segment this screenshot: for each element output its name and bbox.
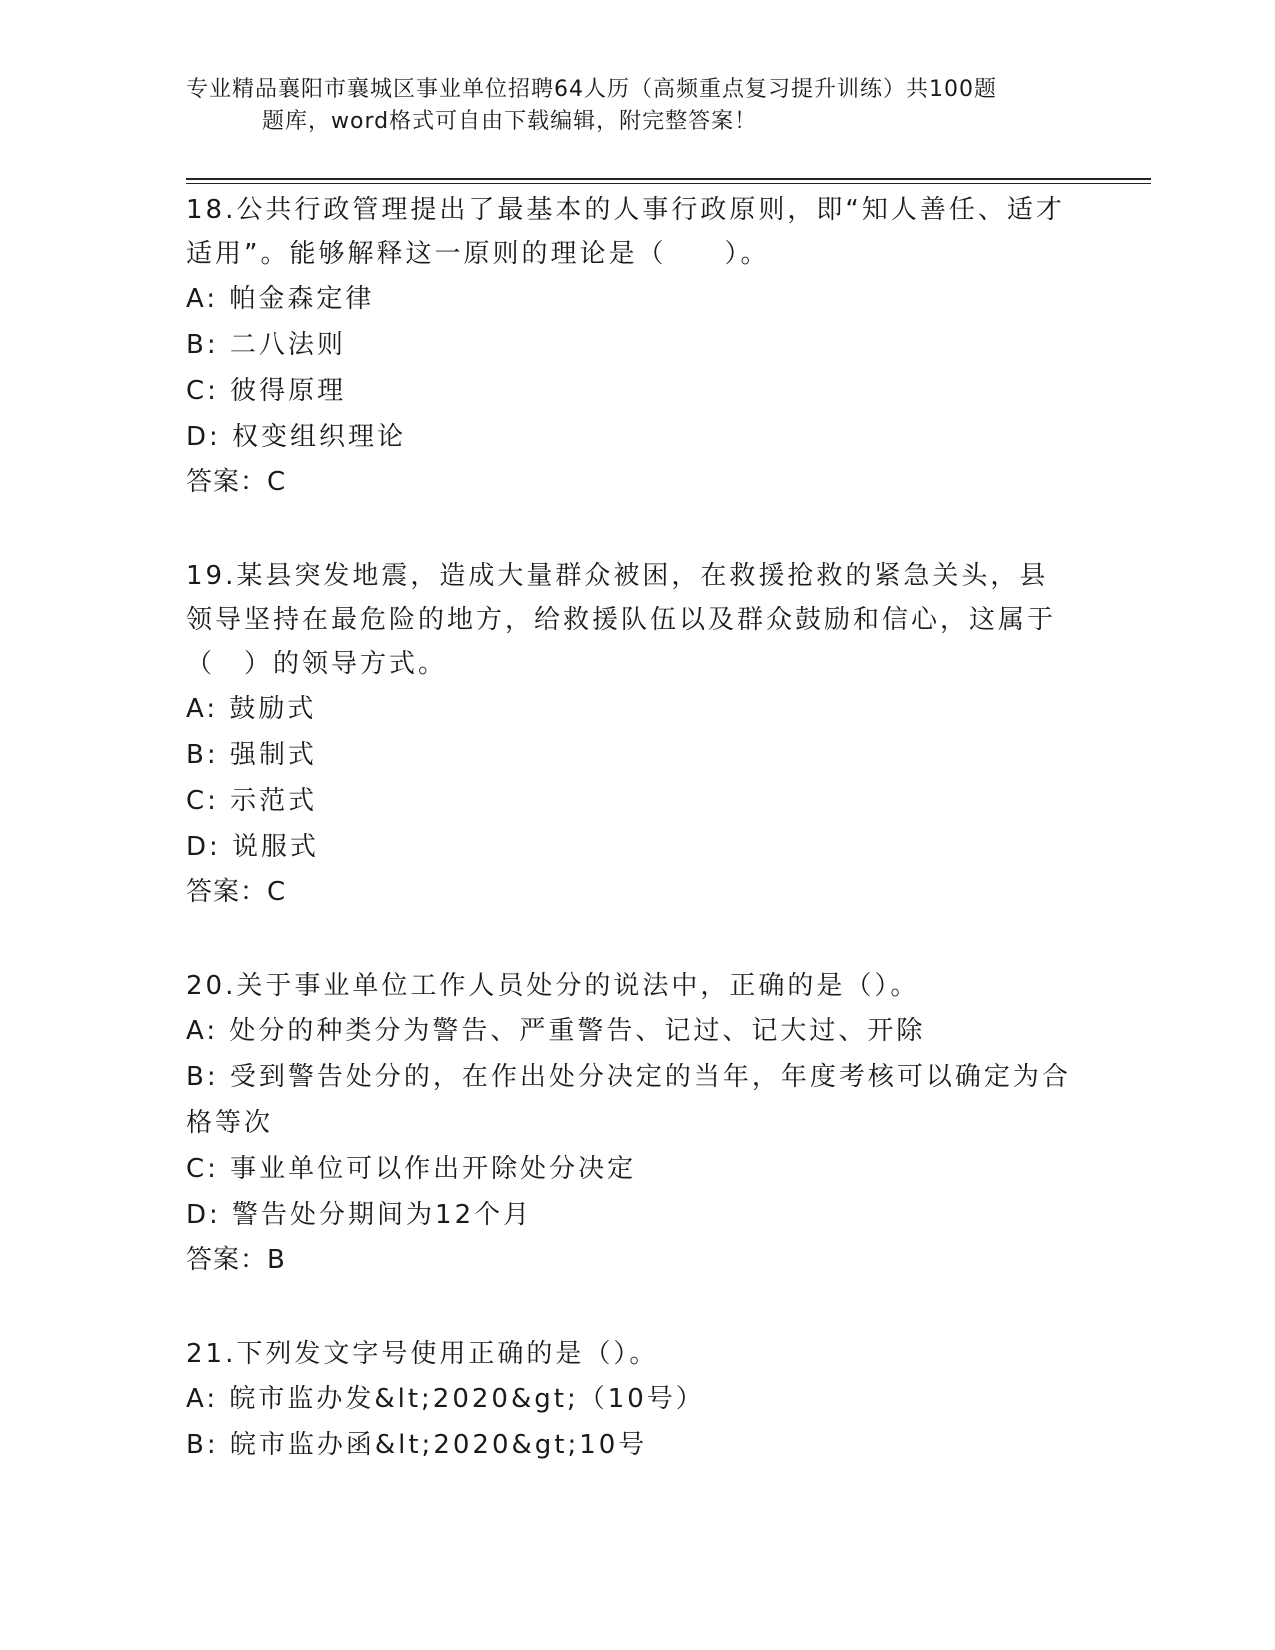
answer: 答案：C <box>186 467 287 497</box>
option-d: D: 警告处分期间为12个月 <box>186 1200 533 1230</box>
question-stem: 19.某县突发地震，造成大量群众被困，在救援抢救的紧急关头，县领导坚持在最危险的地方，给救援队伍以及群众鼓励和信心，这属于（ ）的领导方式。 <box>186 561 1057 679</box>
document-header <box>186 74 1066 138</box>
option-a: A: 处分的种类分为警告、严重警告、记过、记大过、开除 <box>186 1016 926 1046</box>
spacer <box>186 1282 1076 1332</box>
option-b: B: 受到警告处分的，在作出处分决定的当年，年度考核可以确定为合格等次 <box>186 1062 1071 1138</box>
header-line-2: 题库，word格式可自由下载编辑，附完整答案！ <box>262 109 758 134</box>
option-d: D: 权变组织理论 <box>186 422 407 452</box>
header-rule-thick <box>186 178 1151 180</box>
option-b: B: 皖市监办函&lt;2020&gt;10号 <box>186 1430 648 1460</box>
spacer <box>186 914 1076 964</box>
option-a: A: 帕金森定律 <box>186 284 375 314</box>
question-stem: 21.下列发文字号使用正确的是（）。 <box>186 1339 659 1369</box>
option-d: D: 说服式 <box>186 832 320 862</box>
question-stem: 18.公共行政管理提出了最基本的人事行政原则，即“知人善任、适才适用”。能够解释这一原则的理论是（ ）。 <box>186 195 1065 269</box>
option-c: C: 示范式 <box>186 786 318 816</box>
option-a: A: 鼓励式 <box>186 694 317 724</box>
header-line-1: 专业精品襄阳市襄城区事业单位招聘64人历（高频重点复习提升训练）共100题 <box>186 77 997 102</box>
option-c: C: 彼得原理 <box>186 376 347 406</box>
option-c: C: 事业单位可以作出开除处分决定 <box>186 1154 637 1184</box>
question-20 <box>186 964 1076 1282</box>
spacer <box>186 504 1076 554</box>
option-a: A: 皖市监办发&lt;2020&gt;（10号） <box>186 1384 705 1414</box>
question-19 <box>186 554 1076 914</box>
answer: 答案：B <box>186 1245 286 1275</box>
option-b: B: 强制式 <box>186 740 317 770</box>
answer: 答案：C <box>186 877 287 907</box>
question-21 <box>186 1332 1076 1468</box>
question-list <box>186 188 1076 1468</box>
question-stem: 20.关于事业单位工作人员处分的说法中，正确的是（）。 <box>186 971 920 1001</box>
question-18 <box>186 188 1076 504</box>
option-b: B: 二八法则 <box>186 330 346 360</box>
header-rule-thin <box>186 183 1151 184</box>
